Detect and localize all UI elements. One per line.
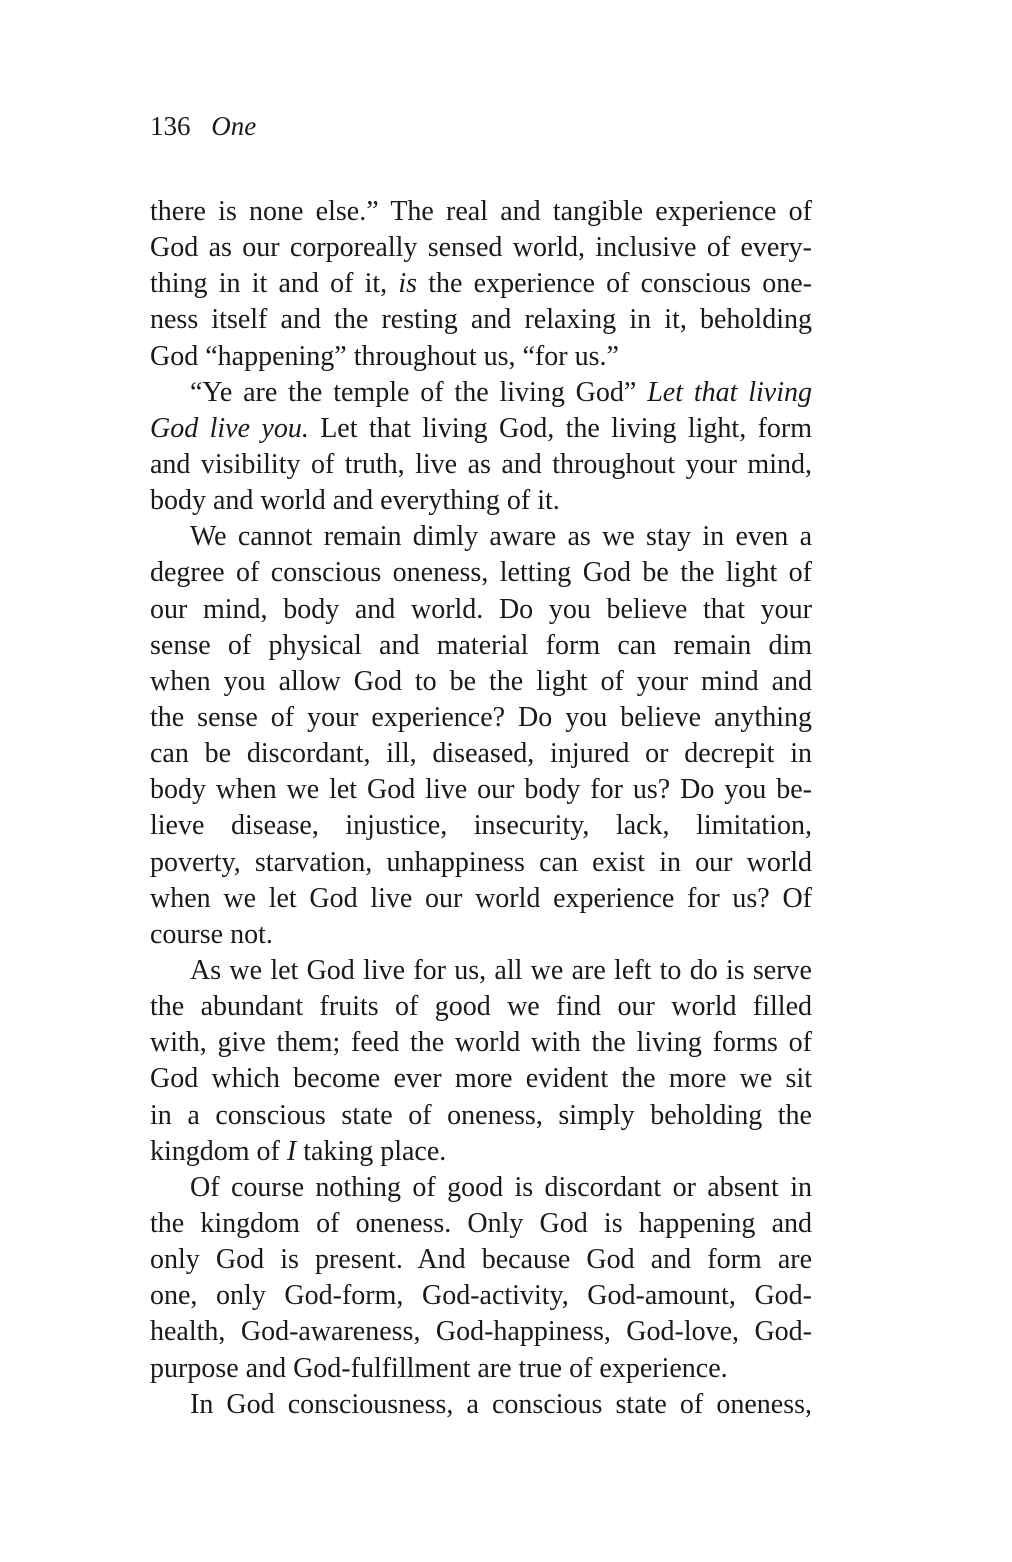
text-line — [150, 700, 812, 736]
text-run: lieve disease, injustice, insecurity, lack, limitation, — [150, 810, 812, 842]
text-line — [150, 302, 812, 338]
text-run: course not. — [150, 918, 273, 950]
text-run: and visibility of truth, live as and throughout your mind, — [150, 448, 812, 480]
text-line — [150, 953, 812, 989]
text-run: In God consciousness, a conscious state of oneness, — [190, 1388, 812, 1420]
text-run: Of course nothing of good is discordant or absent in — [190, 1171, 812, 1203]
text-run: can be discordant, ill, diseased, injured or decrepit in — [150, 738, 812, 770]
text-line — [150, 592, 812, 628]
text-line — [150, 1206, 812, 1242]
text-run: taking place. — [296, 1135, 447, 1167]
text-run: body and world and everything of it. — [150, 485, 560, 517]
text-line — [150, 1278, 812, 1314]
text-run: only God is present. And because God and form are — [150, 1244, 812, 1276]
text-line — [150, 772, 812, 808]
text-run: As we let God live for us, all we are left to do is serve — [190, 954, 812, 986]
body-text — [150, 194, 812, 1423]
text-line — [150, 1098, 812, 1134]
text-run: thing in it and of it, — [150, 268, 399, 300]
text-line — [150, 917, 812, 953]
text-line — [150, 1134, 812, 1170]
text-line — [150, 375, 812, 411]
text-run: “Ye are the temple of the living God” — [190, 376, 648, 408]
text-run: with, give them; feed the world with the living forms of — [150, 1027, 812, 1059]
italic-run: I — [286, 1135, 297, 1167]
text-run: when we let God live our world experience for us? Of — [150, 882, 812, 914]
text-line — [150, 1242, 812, 1278]
text-line — [150, 845, 812, 881]
page-number: 136 — [150, 111, 191, 141]
text-run: one, only God-form, God-activity, God-amount, God- — [150, 1280, 812, 1312]
text-line — [150, 483, 812, 519]
text-run: sense of physical and material form can remain dim — [150, 629, 812, 661]
text-run: God as our corporeally sensed world, inclusive of every- — [150, 232, 812, 264]
text-run: our mind, body and world. Do you believe that your — [150, 593, 812, 625]
running-head — [150, 108, 256, 144]
italic-run: is — [398, 268, 418, 300]
text-run: the sense of your experience? Do you believe anything — [150, 701, 812, 733]
text-run: kingdom of — [150, 1135, 287, 1167]
text-line — [150, 1387, 812, 1423]
text-line — [150, 1025, 812, 1061]
text-run: body when we let God live our body for us? Do you be- — [150, 774, 812, 806]
text-line — [150, 664, 812, 700]
text-run: there is none else.” The real and tangible experience of — [150, 196, 812, 227]
text-line — [150, 989, 812, 1025]
text-line — [150, 1351, 812, 1387]
text-run: God which become ever more evident the more we sit — [150, 1063, 812, 1095]
text-line — [150, 881, 812, 917]
text-line — [150, 1061, 812, 1097]
italic-run: God live you. — [150, 412, 309, 444]
text-run: the abundant fruits of good we find our world filled — [150, 991, 812, 1023]
text-run: the experience of conscious one- — [417, 268, 812, 300]
text-line — [150, 808, 812, 844]
italic-run: Let that living — [647, 376, 812, 408]
text-line — [150, 411, 812, 447]
text-line — [150, 266, 812, 302]
section-title: One — [211, 111, 257, 141]
text-line — [150, 447, 812, 483]
text-line — [150, 736, 812, 772]
text-run: poverty, starvation, unhappiness can exist in our world — [150, 846, 812, 878]
text-line — [150, 519, 812, 555]
text-line — [150, 194, 812, 230]
text-run: God “happening” throughout us, “for us.” — [150, 340, 619, 372]
text-run: We cannot remain dimly aware as we stay in even a — [190, 521, 812, 553]
text-run: in a conscious state of oneness, simply beholding the — [150, 1099, 812, 1131]
text-line — [150, 628, 812, 664]
text-run: purpose and God-fulfillment are true of experience. — [150, 1352, 728, 1384]
text-line — [150, 1170, 812, 1206]
text-line — [150, 555, 812, 591]
text-run: health, God-awareness, God-happiness, God-love, God- — [150, 1316, 812, 1348]
text-line — [150, 230, 812, 266]
text-run: degree of conscious oneness, letting God be the light of — [150, 557, 812, 589]
text-run: ness itself and the resting and relaxing in it, beholding — [150, 304, 812, 336]
text-run: when you allow God to be the light of your mind and — [150, 665, 812, 697]
text-line — [150, 1314, 812, 1350]
text-line — [150, 339, 812, 375]
text-run: Let that living God, the living light, form — [308, 412, 812, 444]
text-run: the kingdom of oneness. Only God is happening and — [150, 1207, 812, 1239]
